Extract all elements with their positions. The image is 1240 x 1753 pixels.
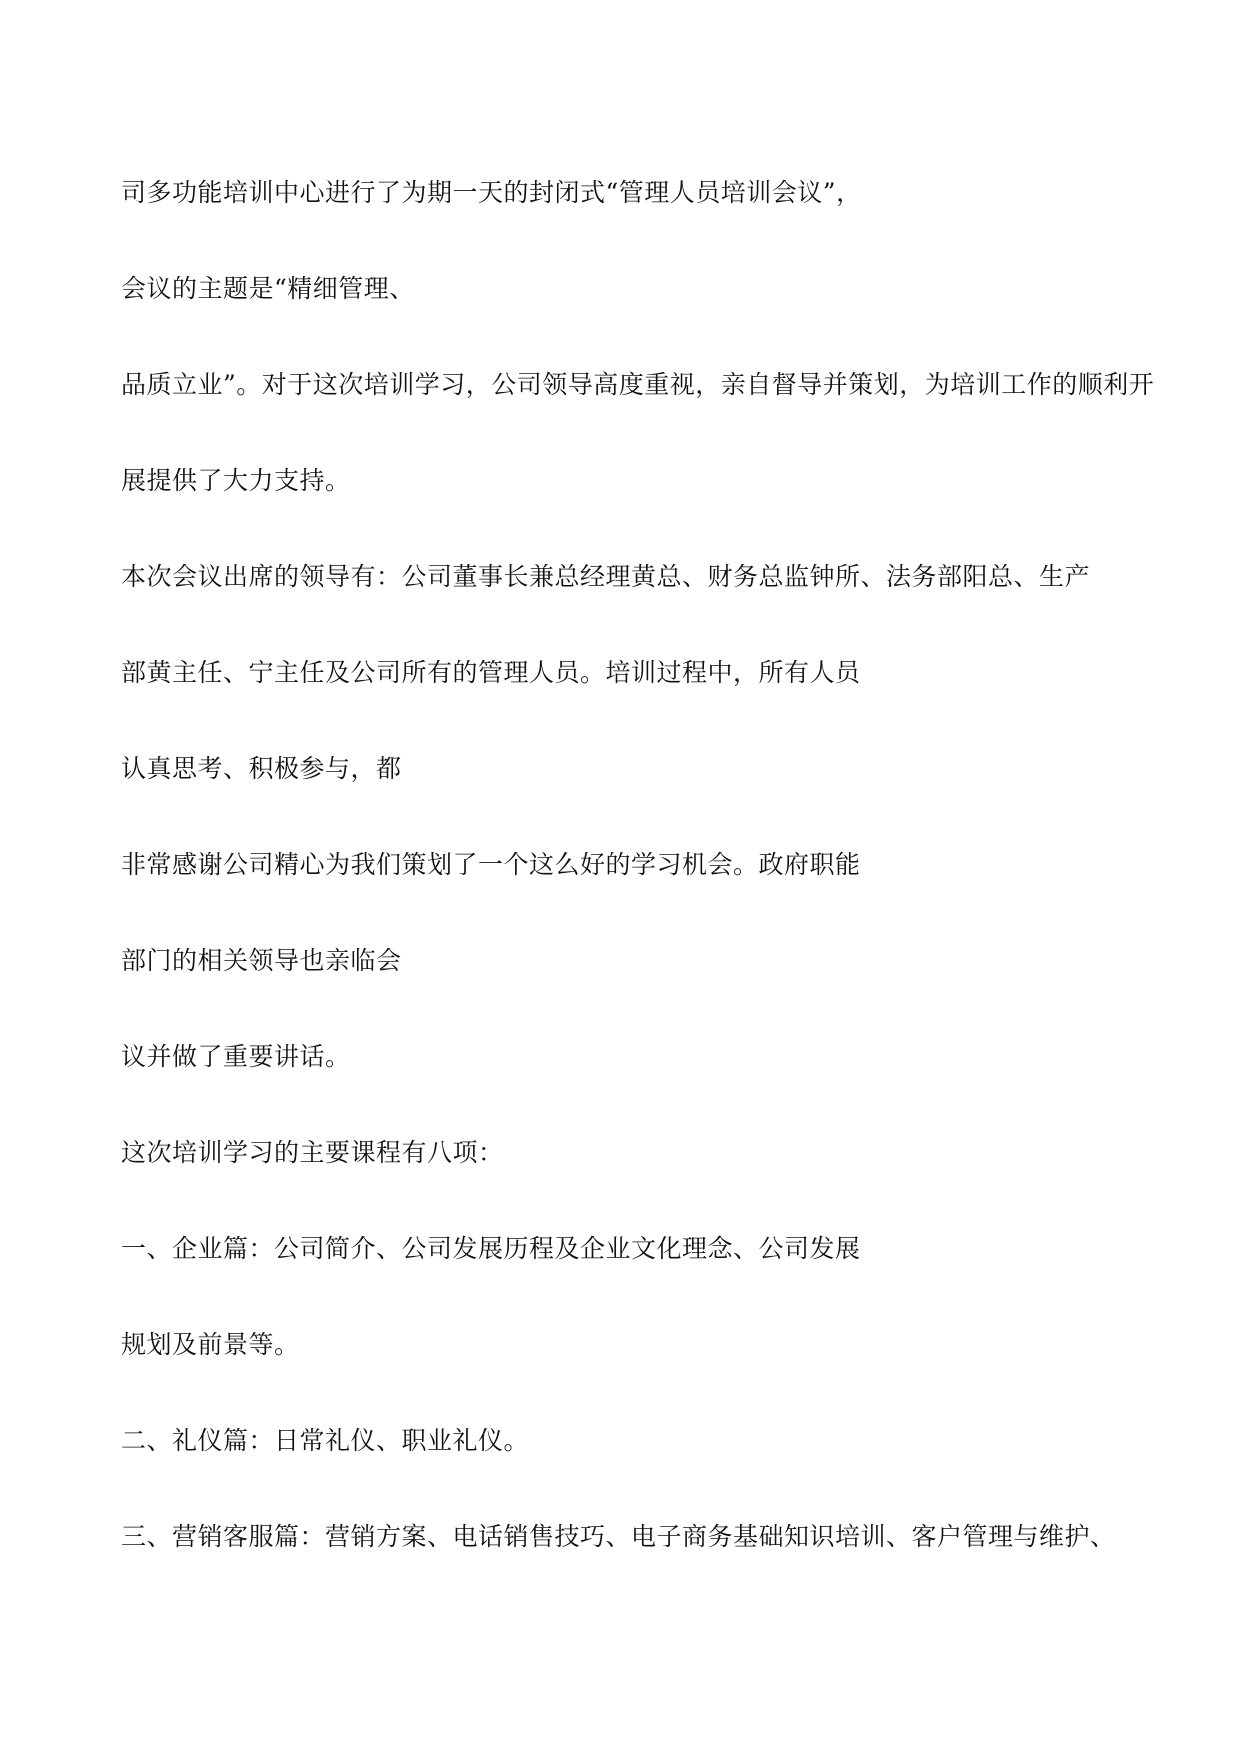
text-line-speech: 议并做了重要讲话。 <box>121 1042 351 1071</box>
text-line-theme: 会议的主题是“精细管理、 <box>121 274 415 303</box>
text-line-participation: 认真思考、积极参与，都 <box>121 754 402 783</box>
text-line-course-1-cont: 规划及前景等。 <box>121 1330 300 1359</box>
text-line-attending-leaders: 本次会议出席的领导有：公司董事长兼总经理黄总、财务总监钟所、法务部阳总、生产 <box>121 562 1091 591</box>
text-line-government: 部门的相关领导也亲临会 <box>121 946 402 975</box>
text-line-intro: 司多功能培训中心进行了为期一天的封闭式“管理人员培训会议”， <box>121 178 862 207</box>
text-line-courses-intro: 这次培训学习的主要课程有八项： <box>121 1138 504 1167</box>
text-line-support-end: 展提供了大力支持。 <box>121 466 351 495</box>
text-line-course-2: 二、礼仪篇：日常礼仪、职业礼仪。 <box>121 1426 530 1455</box>
text-line-gratitude: 非常感谢公司精心为我们策划了一个这么好的学习机会。政府职能 <box>121 850 861 879</box>
text-line-leadership-support: 品质立业”。对于这次培训学习，公司领导高度重视，亲自督导并策划，为培训工作的顺利开 <box>121 370 1155 399</box>
text-line-course-1: 一、企业篇：公司简介、公司发展历程及企业文化理念、公司发展 <box>121 1234 861 1263</box>
text-line-attendees: 部黄主任、宁主任及公司所有的管理人员。培训过程中，所有人员 <box>121 658 861 687</box>
text-line-course-3: 三、营销客服篇：营销方案、电话销售技巧、电子商务基础知识培训、客户管理与维护、 <box>121 1522 1116 1551</box>
